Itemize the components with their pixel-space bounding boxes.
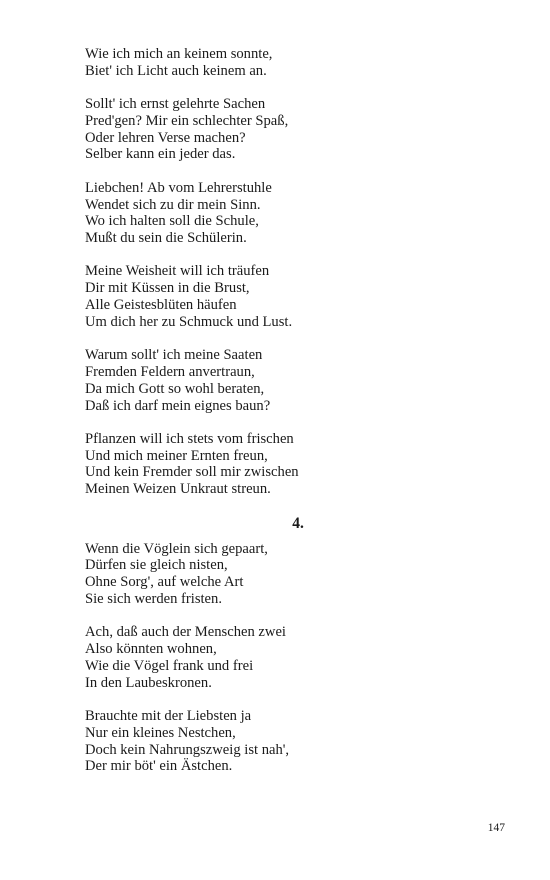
verse-line: Wie ich mich an keinem sonnte,: [85, 46, 273, 62]
poem-4: [85, 515, 505, 776]
page-body: [85, 46, 505, 792]
stanza: [85, 180, 505, 247]
verse-line: Brauchte mit der Liebsten ja: [85, 707, 252, 724]
verse-line: Und mich meiner Ernten freun,: [85, 447, 268, 464]
verse-line: Pflanzen will ich stets vom frischen: [85, 430, 294, 447]
verse-line: Sollt' ich ernst gelehrte Sachen: [85, 96, 266, 113]
stanza: [85, 347, 505, 414]
page-number: 147: [487, 822, 505, 834]
verse-line: Doch kein Nahrungszweig ist nah',: [85, 741, 290, 758]
verse-line: Oder lehren Verse machen?: [85, 129, 246, 146]
verse-line: Dir mit Küssen in die Brust,: [85, 280, 250, 297]
poem-continued: [85, 46, 505, 498]
verse-line: Wendet sich zu dir mein Sinn.: [85, 196, 261, 213]
verse-line: Dürfen sie gleich nisten,: [85, 557, 228, 574]
verse-line: Mußt du sein die Schülerin.: [85, 230, 247, 247]
verse-line: Selber kann ein jeder das.: [85, 146, 236, 163]
stanza: [85, 96, 505, 163]
verse-line: Sie sich werden fristen.: [85, 590, 222, 607]
verse-line: Daß ich darf mein eignes baun?: [85, 397, 271, 414]
verse-line: Wenn die Vöglein sich gepaart,: [85, 540, 268, 557]
verse-line: Biet' ich Licht auch keinem an.: [85, 62, 267, 79]
stanza: [85, 263, 505, 330]
verse-line: Pred'gen? Mir ein schlechter Spaß,: [85, 112, 289, 129]
verse-line: Und kein Fremder soll mir zwischen: [85, 464, 299, 481]
stanza: [85, 708, 505, 775]
verse-line: Alle Geistesblüten häufen: [85, 297, 237, 314]
verse-line: Ohne Sorg', auf welche Art: [85, 574, 244, 591]
stanza: [85, 46, 505, 80]
verse-line: Um dich her zu Schmuck und Lust.: [85, 313, 293, 330]
verse-line: Liebchen! Ab vom Lehrerstuhle: [85, 179, 272, 196]
stanza: [85, 431, 505, 498]
stanza: [85, 624, 505, 691]
verse-line: Also könnten wohnen,: [85, 641, 217, 658]
verse-line: Wie die Vögel frank und frei: [85, 657, 254, 674]
verse-line: Der mir böt' ein Ästchen.: [85, 758, 233, 775]
verse-line: Ach, daß auch der Menschen zwei: [85, 624, 286, 641]
verse-line: Fremden Feldern anvertraun,: [85, 363, 255, 380]
verse-line: Warum sollt' ich meine Saaten: [85, 347, 263, 364]
verse-line: Da mich Gott so wohl beraten,: [85, 380, 265, 397]
verse-line: Meinen Weizen Unkraut streun.: [85, 481, 271, 498]
stanza: [85, 541, 505, 608]
verse-line: Nur ein kleines Nestchen,: [85, 724, 236, 741]
verse-line: Wo ich halten soll die Schule,: [85, 213, 259, 230]
verse-line: In den Laubeskronen.: [85, 674, 212, 691]
poem-number: 4.: [292, 514, 304, 532]
verse-line: Meine Weisheit will ich träufen: [85, 263, 270, 280]
